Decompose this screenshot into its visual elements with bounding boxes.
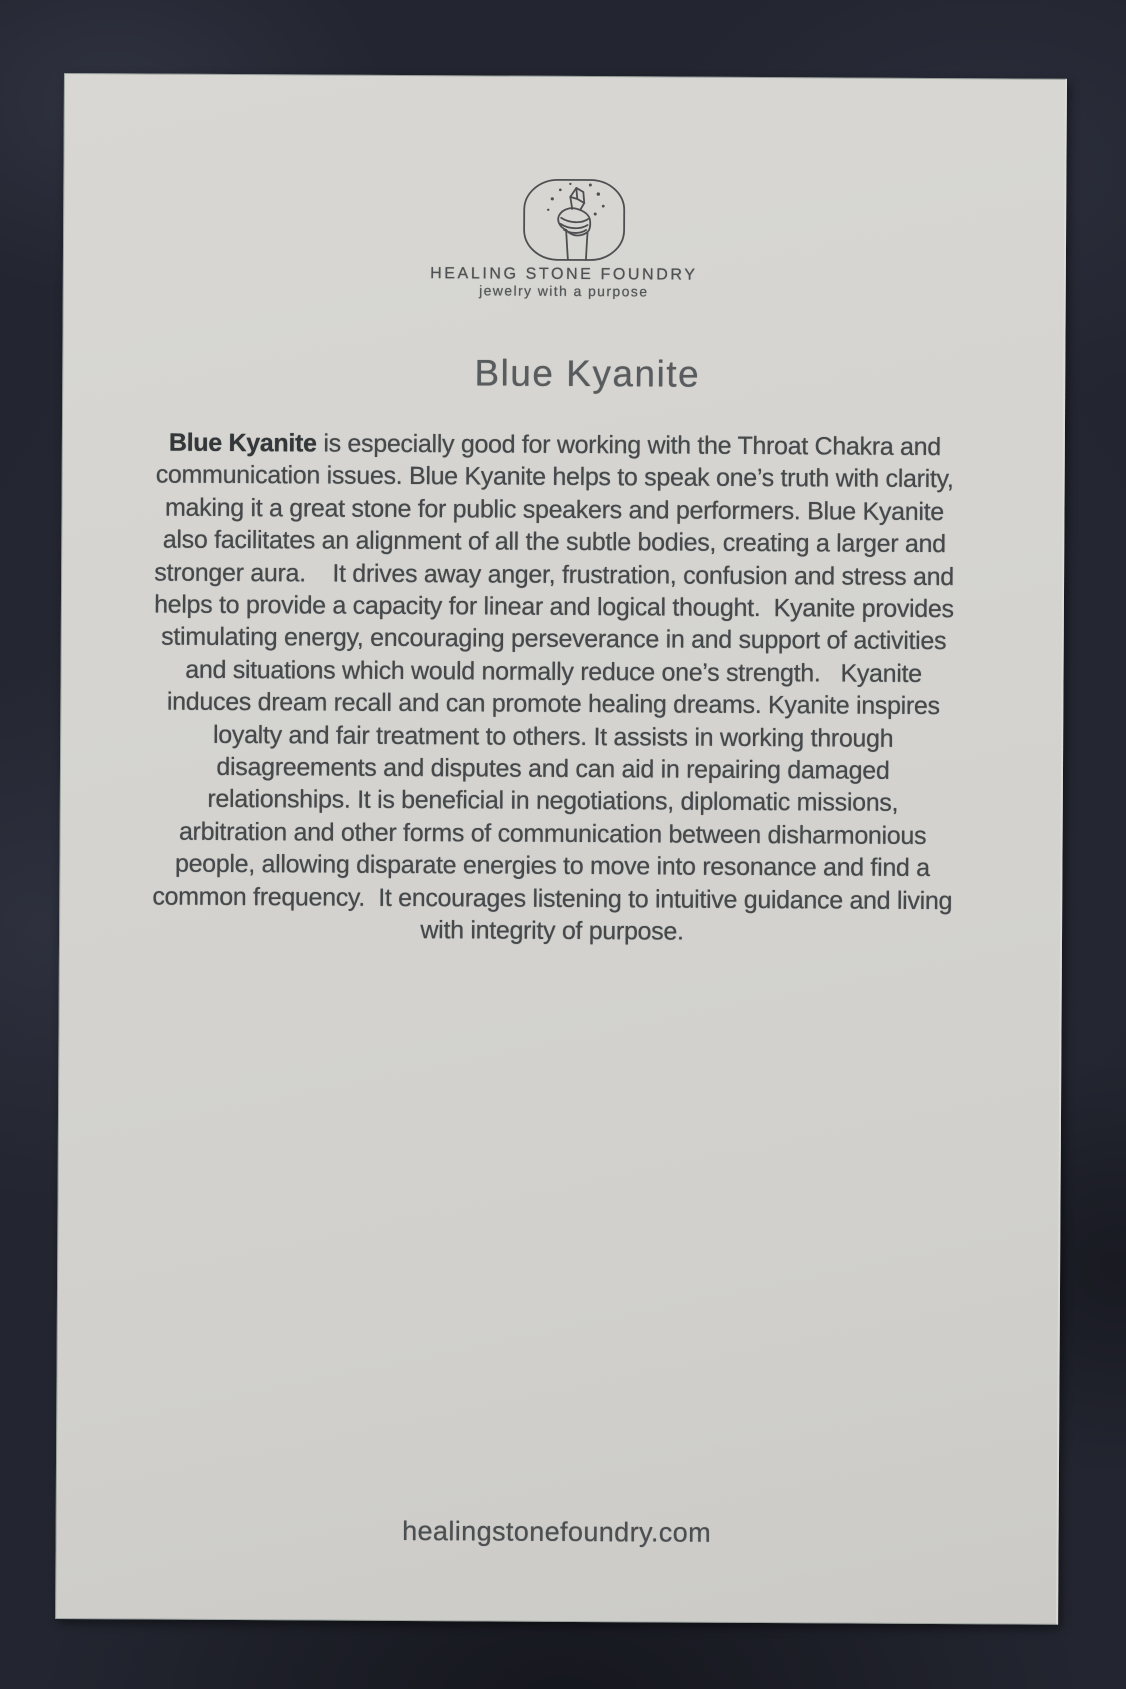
brand-logo xyxy=(64,174,1065,271)
hand-holding-stone-icon xyxy=(518,177,630,264)
description-lead: Blue Kyanite xyxy=(168,428,317,458)
stone-description xyxy=(152,427,961,950)
brand-tagline: jewelry with a purpose xyxy=(479,282,649,300)
stone-title: Blue Kyanite xyxy=(474,352,701,395)
website-url: healingstonefoundry.com xyxy=(402,1515,712,1548)
stone-info-card xyxy=(55,73,1067,1625)
description-body: is especially good for working with the Throat Chakra and communication issues. Blue Kyanite helps to speak one’s truth with clarity, making it a great stone for public speakers and performers. Blue Kyanite also facilitates an alignment of all the subtle bodies, creating a larger and stronger aura. It drives away anger, frustration, confusion and stress and helps to provide a capacity for linear and logical thought. Kyanite provides stimulating energy, encouraging perseverance in and support of activities and situations which would normally reduce one’s strength. Kyanite induces dream recall and can promote healing dreams. Kyanite inspires loyalty and fair treatment to others. It assists in working through disagreements and disputes and can aid in repairing damaged relationships. It is beneficial in negotiations, diplomatic missions, arbitration and other forms of communication between disharmonious people, allowing disparate energies to move into resonance and find a common frequency. It encourages listening to intuitive guidance and living with integrity of purpose. xyxy=(152,429,961,946)
brand-name: HEALING STONE FOUNDRY xyxy=(430,265,698,284)
